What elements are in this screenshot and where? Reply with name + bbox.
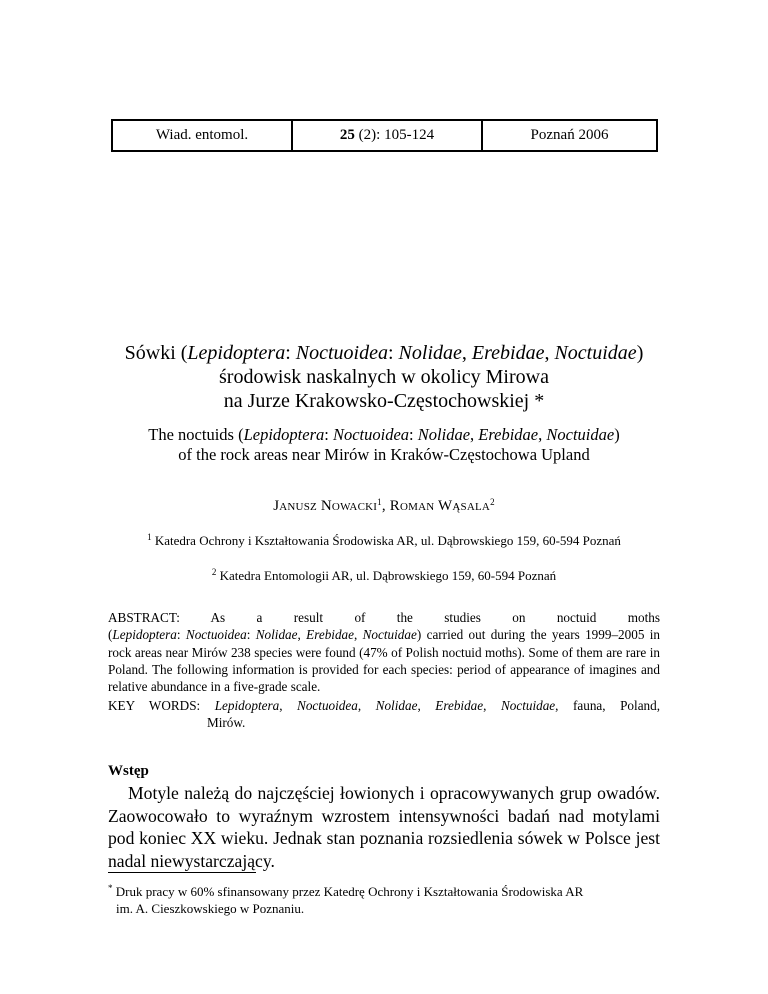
affiliation-1: $^1$ Katedra Ochrony i Kształtowania Środowiska AR, ul. Dąbrowskiego 159, 60-594 Poznań bbox=[147, 532, 621, 548]
keywords-label: KEY WORDS: bbox=[108, 698, 201, 713]
affiliation-marker: 1 bbox=[377, 497, 382, 507]
place-year-text: Poznań 2006 bbox=[530, 127, 609, 143]
keywords: KEY WORDS: Lepidoptera, Noctuoidea, Nolidae, Erebidae, Noctuidae, fauna, Poland, Mirów. bbox=[108, 698, 661, 731]
title-english-line2: of the rock areas near Mirów in Kraków-Częstochowa Upland bbox=[178, 445, 590, 464]
affiliation-marker: 2 bbox=[490, 497, 495, 507]
place-year bbox=[483, 121, 656, 150]
author-list: Janusz Nowacki$^1$, Roman Wąsala$^2$ bbox=[273, 497, 495, 514]
journal-name bbox=[113, 121, 293, 150]
author-name: Roman Wąsala bbox=[389, 498, 491, 514]
title-polish-line2: środowisk naskalnych w okolicy Mirowa bbox=[219, 366, 549, 388]
footnote-divider bbox=[108, 872, 256, 873]
volume-number: 25 bbox=[339, 127, 355, 143]
title-polish-line3: na Jurze Krakowsko-Częstochowskiej * bbox=[223, 390, 545, 412]
volume-info bbox=[293, 121, 483, 150]
journal-name-text: Wiad. entomol. bbox=[155, 127, 249, 143]
title-polish-line1: Sówki (Lepidoptera: Noctuoidea: Nolidae, Erebidae, Noctuidae) bbox=[124, 342, 644, 364]
affiliation-2: $^2$ Katedra Entomologii AR, ul. Dąbrowskiego 159, 60-594 Poznań bbox=[211, 567, 557, 583]
title-polish bbox=[0, 341, 768, 413]
body-paragraph: Motyle należą do najczęściej łowionych i opracowywanych grup owadów. Zaowocowało to wyraźnym wzrostem intensywności badań nad motylami pod koniec XX wieku. Jednak stan poznania rozsiedlenia sówek w Polsce jest nadal niewystarczający. bbox=[108, 783, 660, 871]
title-english bbox=[0, 425, 768, 465]
title-english-line1: The noctuids (Lepidoptera: Noctuoidea: Nolidae, Erebidae, Noctuidae) bbox=[148, 425, 620, 444]
journal-header bbox=[111, 119, 658, 152]
footnote: * Druk pracy w 60% sfinansowany przez Katedrę Ochrony i Kształtowania Środowiska AR im. A. Cieszkowskiego w Poznaniu. bbox=[108, 883, 584, 916]
issue-pages: (2): 105-124 bbox=[354, 127, 435, 143]
author-name: Janusz Nowacki bbox=[273, 498, 378, 514]
abstract: ABSTRACT: As a result of the studies on noctuid moths (Lepidoptera: Noctuoidea: Nolidae, Erebidae, Noctuidae) carried out during the years 1999–2005 in rock areas near Mirów 238 species were found (47% of Polish noctuid moths). Some of them are rare in Poland. The following information is provided for each species: period of appearance of imagines and relative abundance in a five-grade scale. bbox=[108, 610, 661, 695]
section-heading: Wstęp bbox=[108, 763, 149, 779]
